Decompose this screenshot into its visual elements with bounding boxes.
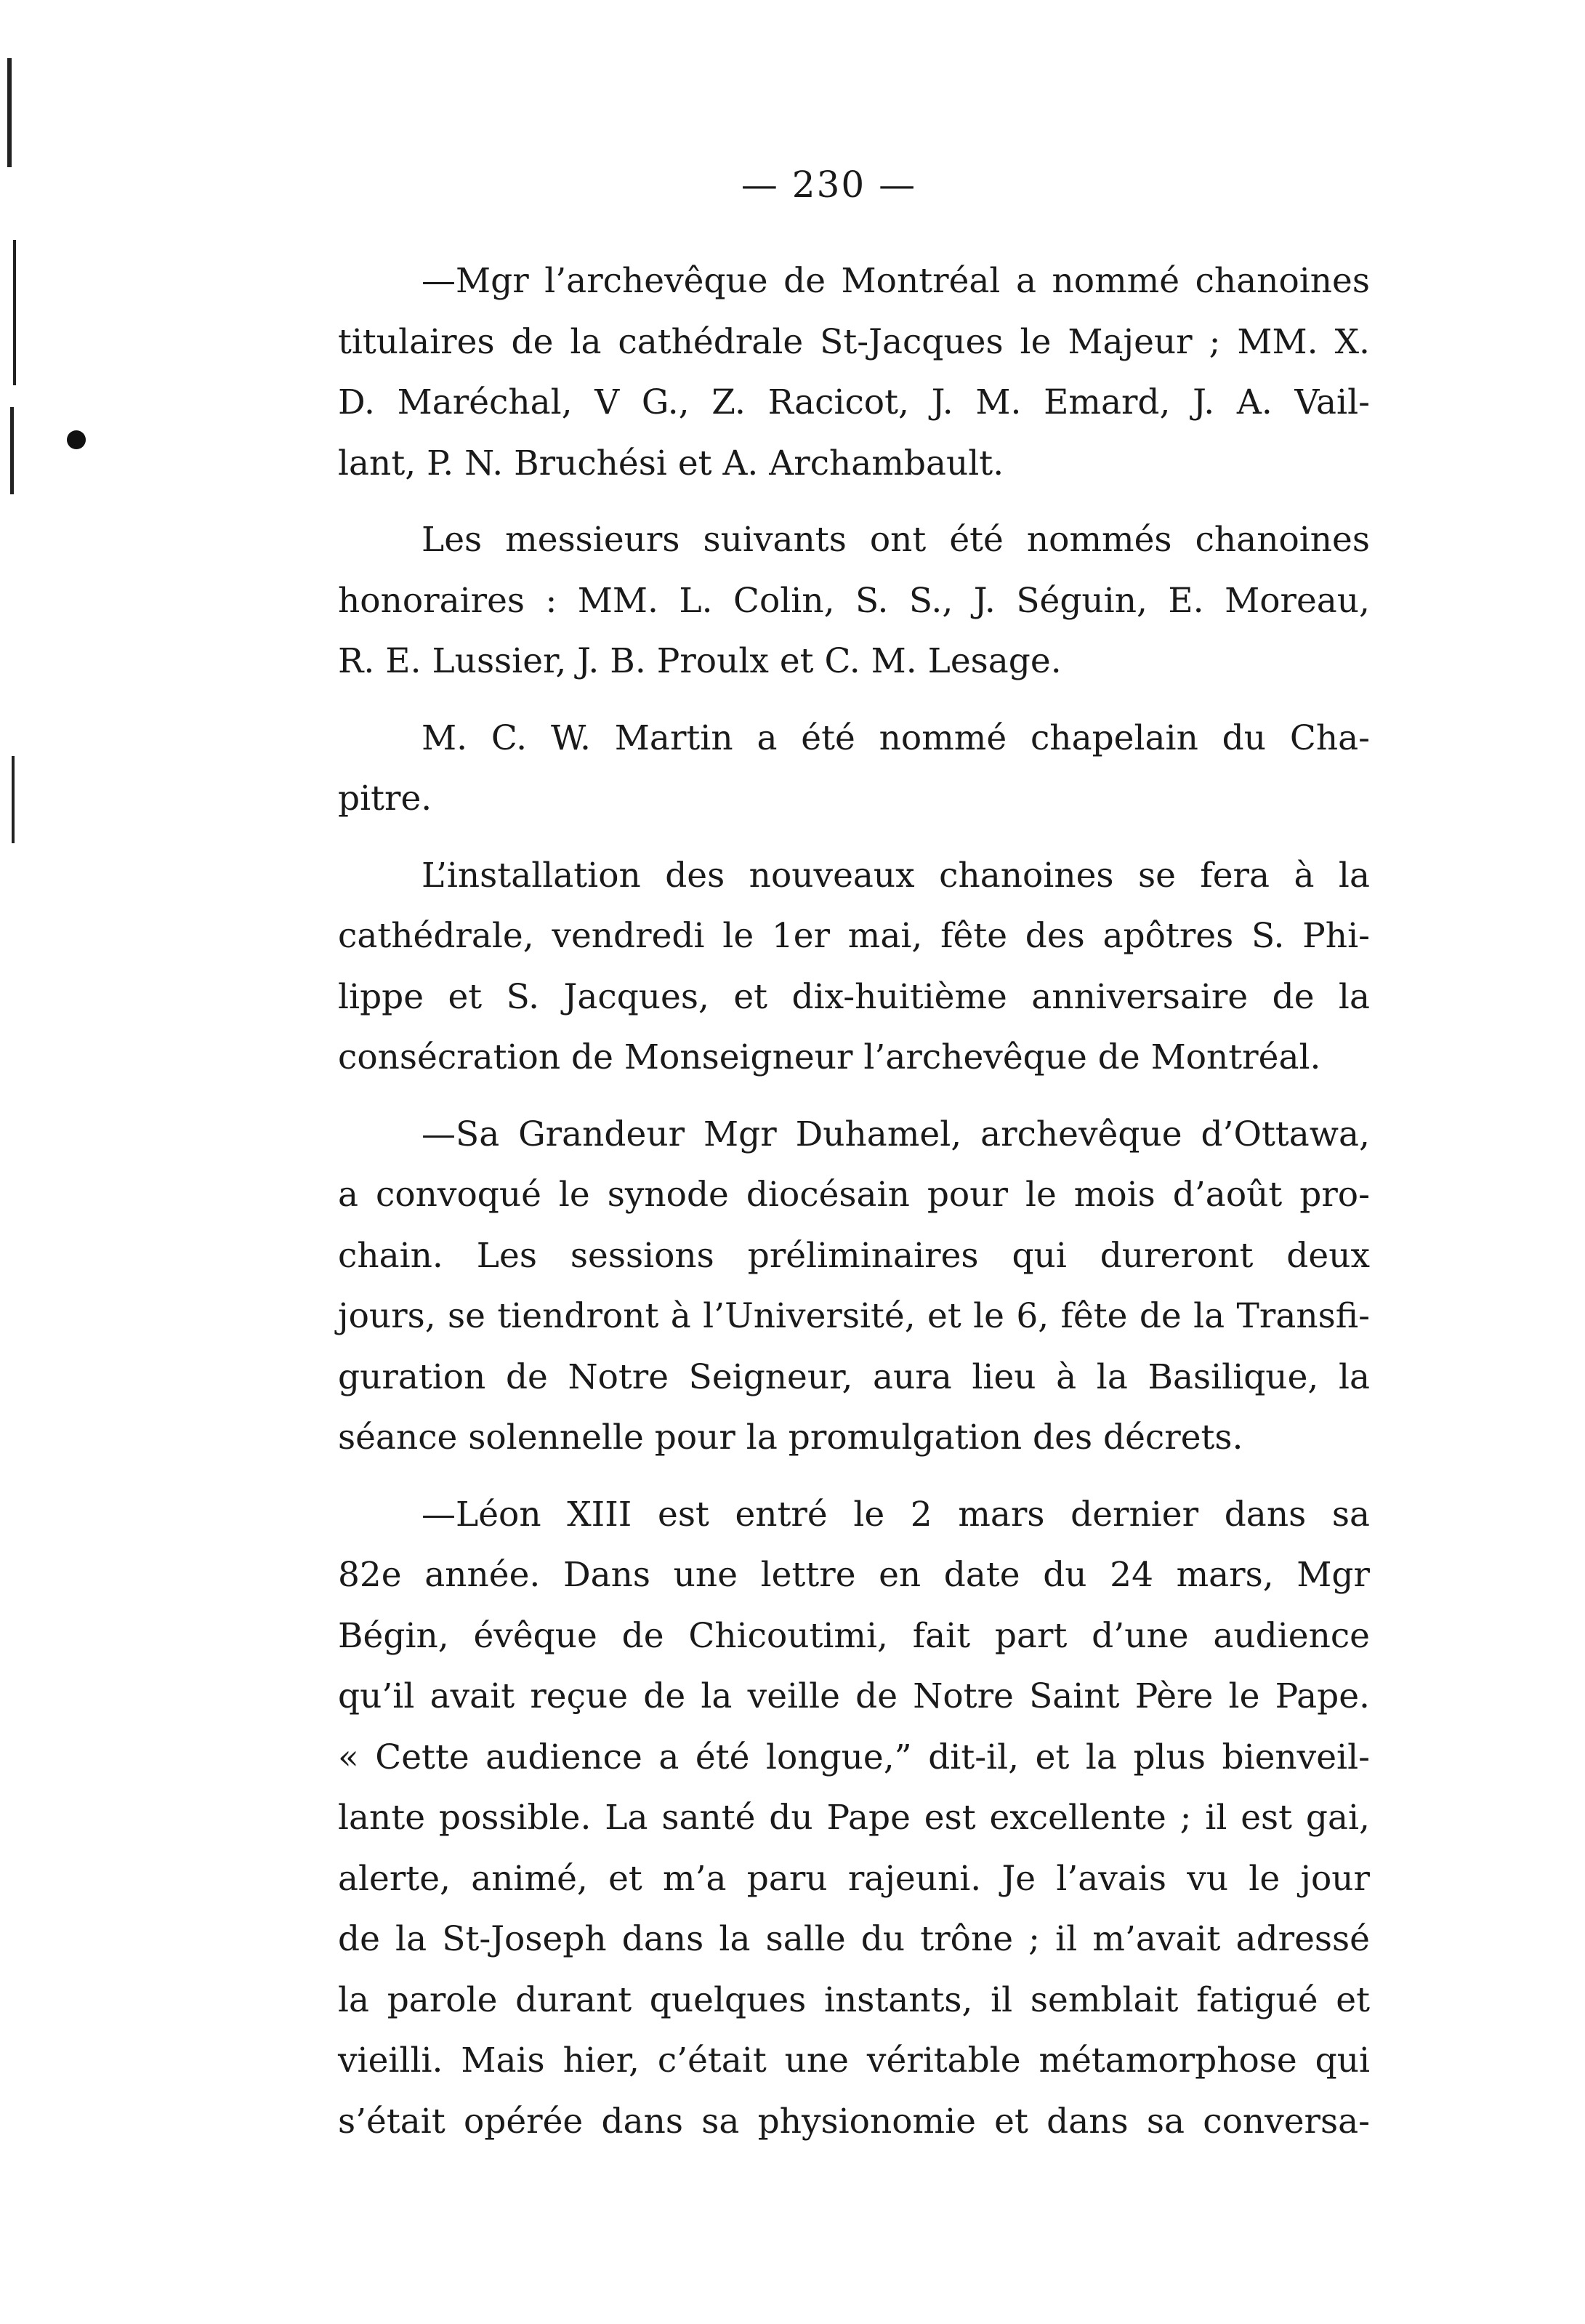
text-line: vieilli. Mais hier, c’était une véritable métamorphose qui bbox=[338, 2040, 1370, 2080]
paragraph bbox=[338, 1484, 1370, 2152]
text-line: honoraires : MM. L. Colin, S. S., J. Séguin, E. Moreau, bbox=[338, 580, 1370, 621]
text-line: D. Maréchal, V G., Z. Racicot, J. M. Emard, J. A. Vail- bbox=[338, 382, 1370, 422]
text-line: guration de Notre Seigneur, aura lieu à la Basilique, la bbox=[338, 1356, 1370, 1397]
text-line: séance solennelle pour la promulgation des décrets. bbox=[338, 1418, 1243, 1457]
paragraph bbox=[338, 708, 1370, 829]
text-line: jours, se tiendront à l’Université, et le 6, fête de la Transfi- bbox=[338, 1296, 1370, 1336]
page-number: — 230 — bbox=[741, 164, 917, 206]
text-line: Les messieurs suivants ont été nommés chanoines bbox=[422, 520, 1370, 560]
text-line: lant, P. N. Bruchési et A. Archambault. bbox=[338, 443, 1004, 483]
text-line: pitre. bbox=[338, 779, 432, 819]
paragraph bbox=[338, 1104, 1370, 1468]
text-line: consécration de Monseigneur l’archevêque de Montréal. bbox=[338, 1037, 1321, 1077]
text-line: s’était opérée dans sa physionomie et dans sa conversa- bbox=[338, 2101, 1370, 2142]
text-line: Bégin, évêque de Chicoutimi, fait part d’une audience bbox=[338, 1615, 1370, 1656]
paragraph bbox=[338, 510, 1370, 692]
body-text bbox=[338, 251, 1370, 2152]
text-line: qu’il avait reçue de la veille de Notre Saint Père le Pape. bbox=[338, 1676, 1370, 1716]
text-line: —Léon XIII est entré le 2 mars dernier dans sa bbox=[422, 1494, 1370, 1535]
text-line: alerte, animé, et m’a paru rajeuni. Je l’avais vu le jour bbox=[338, 1858, 1370, 1899]
text-line: de la St-Joseph dans la salle du trône ; il m’avait adressé bbox=[338, 1919, 1370, 1959]
text-line: titulaires de la cathédrale St-Jacques le Majeur ; MM. X. bbox=[338, 321, 1370, 362]
text-line: 82e année. Dans une lettre en date du 24 mars, Mgr bbox=[338, 1555, 1370, 1595]
text-line: R. E. Lussier, J. B. Proulx et C. M. Lesage. bbox=[338, 641, 1062, 681]
text-line: —Sa Grandeur Mgr Duhamel, archevêque d’Ottawa, bbox=[422, 1114, 1370, 1154]
text-line: lante possible. La santé du Pape est excellente ; il est gai, bbox=[338, 1798, 1370, 1838]
text-line: « Cette audience a été longue,” dit-il, et la plus bienveil- bbox=[338, 1737, 1370, 1777]
paragraph bbox=[338, 845, 1370, 1088]
text-line: lippe et S. Jacques, et dix-huitième anniversaire de la bbox=[338, 976, 1370, 1017]
text-line: la parole durant quelques instants, il semblait fatigué et bbox=[338, 1979, 1370, 2020]
scan-edge-mark bbox=[7, 58, 12, 167]
scan-edge-mark bbox=[12, 756, 15, 843]
text-line: chain. Les sessions préliminaires qui dureront deux bbox=[338, 1235, 1370, 1276]
text-line: —Mgr l’archevêque de Montréal a nommé chanoines bbox=[422, 261, 1370, 301]
text-line: a convoqué le synode diocésain pour le mois d’août pro- bbox=[338, 1175, 1370, 1215]
text-line: M. C. W. Martin a été nommé chapelain du Cha- bbox=[422, 717, 1370, 758]
scan-edge-mark bbox=[13, 240, 16, 385]
text-line: L’installation des nouveaux chanoines se fera à la bbox=[422, 855, 1370, 896]
scan-edge-mark bbox=[10, 407, 14, 494]
paragraph bbox=[338, 251, 1370, 494]
scan-ink-dot bbox=[67, 430, 86, 449]
text-line: cathédrale, vendredi le 1er mai, fête des apôtres S. Phi- bbox=[338, 916, 1370, 956]
